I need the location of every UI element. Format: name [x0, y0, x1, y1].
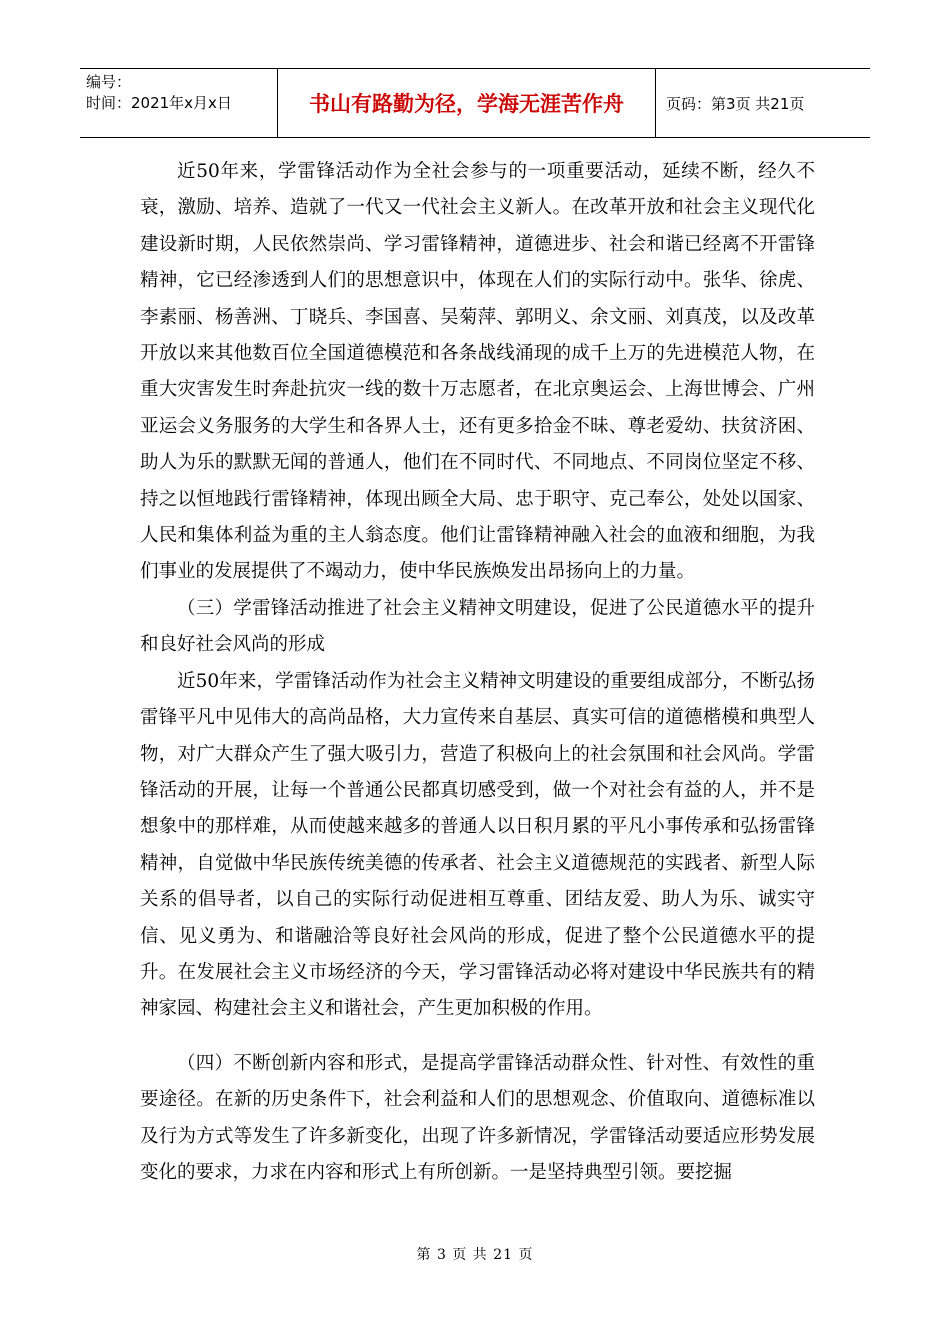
header-page-info: [656, 69, 870, 137]
date-label: 时间：2021年x月x日: [86, 94, 232, 112]
page-info-text: 页码：第3页 共21页: [666, 94, 805, 113]
page-footer: 第 3 页 共 21 页: [416, 1247, 534, 1263]
number-label: 编号：: [86, 73, 132, 91]
header-motto: [278, 69, 656, 137]
section-heading: （三）学雷锋活动推进了社会主义精神文明建设，促进了公民道德水平的提升和良好社会风尚的形成: [140, 597, 815, 656]
page-header: [80, 68, 870, 138]
document-body: [140, 154, 815, 1191]
paragraph: 近50年来，学雷锋活动作为社会主义精神文明建设的重要组成部分，不断弘扬雷锋平凡中见伟大的高尚品格，大力宣传来自基层、真实可信的道德楷模和典型人物，对广大群众产生了强大吸引力，营造了积极向上的社会氛围和社会风尚。学雷锋活动的开展，让每一个普通公民都真切感受到，做一个对社会有益的人，并不是想象中的那样难，从而使越来越多的普通人以日积月累的平凡小事传承和弘扬雷锋精神，自觉做中华民族传统美德的传承者、社会主义道德规范的实践者、新型人际关系的倡导者，以自己的实际行动促进相互尊重、团结友爱、助人为乐、诚实守信、见义勇为、和谐融洽等良好社会风尚的形成，促进了整个公民道德水平的提升。在发展社会主义市场经济的今天，学习雷锋活动必将对建设中华民族共有的精神家园、构建社会主义和谐社会，产生更加积极的作用。: [140, 670, 815, 1020]
paragraph: （四）不断创新内容和形式，是提高学雷锋活动群众性、针对性、有效性的重要途径。在新的历史条件下，社会利益和人们的思想观念、价值取向、道德标准以及行为方式等发生了许多新变化，出现了许多新情况，学雷锋活动要适应形势发展变化的要求，力求在内容和形式上有所创新。一是坚持典型引领。要挖掘: [140, 1052, 815, 1183]
paragraph: 近50年来，学雷锋活动作为全社会参与的一项重要活动，延续不断，经久不衰，激励、培养、造就了一代又一代社会主义新人。在改革开放和社会主义现代化建设新时期，人民依然崇尚、学习雷锋精神，道德进步、社会和谐已经离不开雷锋精神，它已经渗透到人们的思想意识中，体现在人们的实际行动中。张华、徐虎、李素丽、杨善洲、丁晓兵、李国喜、吴菊萍、郭明义、余文丽、刘真茂，以及改革开放以来其他数百位全国道德模范和各条战线涌现的成千上万的先进模范人物，在重大灾害发生时奔赴抗灾一线的数十万志愿者，在北京奥运会、上海世博会、广州亚运会义务服务的大学生和各界人士，还有更多拾金不昧、尊老爱幼、扶贫济困、助人为乐的默默无闻的普通人，他们在不同时代、不同地点、不同岗位坚定不移、持之以恒地践行雷锋精神，体现出顾全大局、忠于职守、克己奉公，处处以国家、人民和集体利益为重的主人翁态度。他们让雷锋精神融入社会的血液和细胞，为我们事业的发展提供了不竭动力，使中华民族焕发出昂扬向上的力量。: [140, 161, 815, 583]
motto-text: 书山有路勤为径，学海无涯苦作舟: [309, 92, 624, 116]
header-meta: [80, 69, 278, 137]
